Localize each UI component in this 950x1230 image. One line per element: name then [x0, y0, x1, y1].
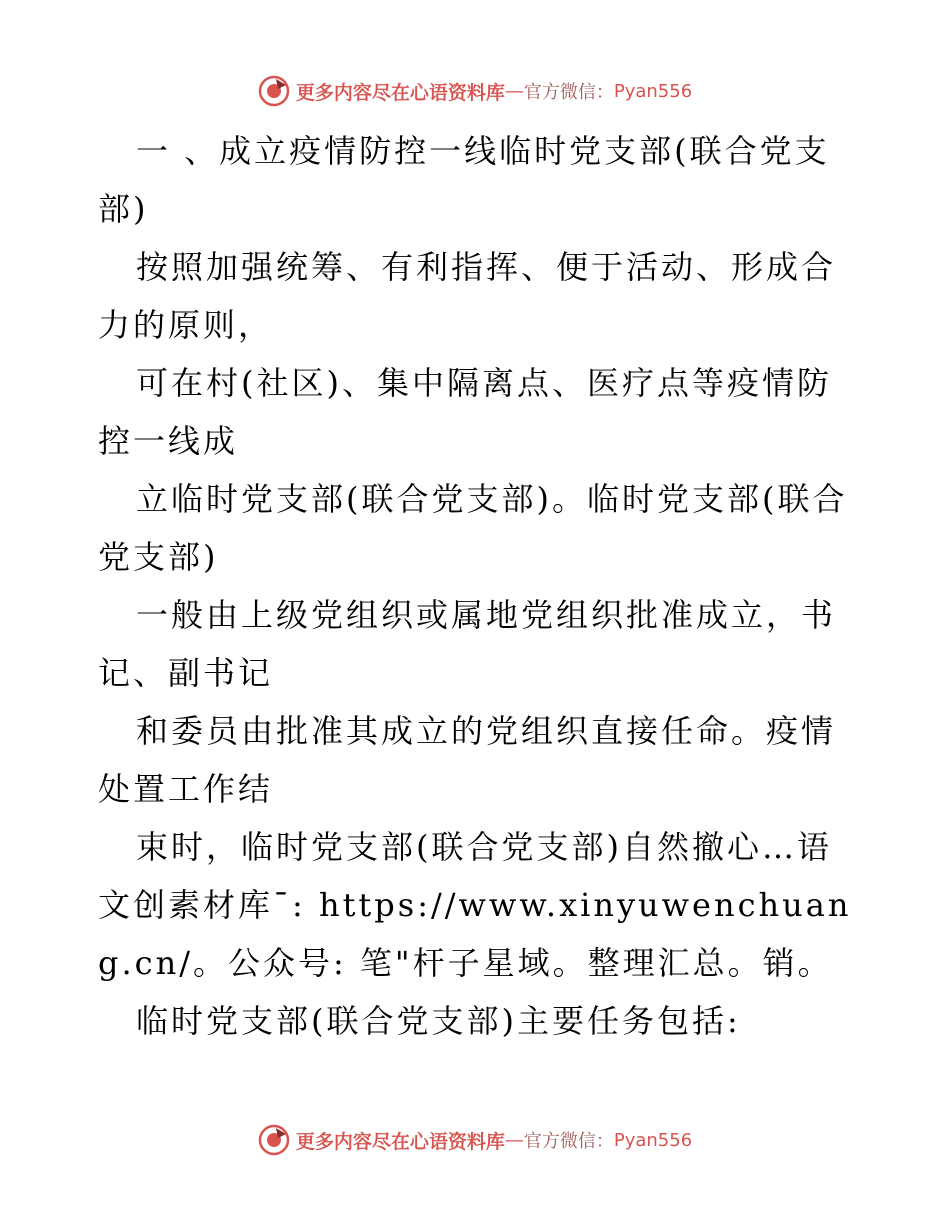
paragraph: 临时党支部(联合党支部)主要任务包括:: [136, 1002, 741, 1040]
paragraph: 和委员由批准其成立的党组织直接任命。疫情处置工作结: [98, 712, 837, 808]
logo-icon: [258, 1124, 290, 1156]
paragraph: 一 、成立疫情防控一线临时党支部(联合党支部): [98, 132, 830, 228]
watermark-separator: —: [504, 80, 524, 102]
paragraph: 束时，临时党支部(联合党支部)自然撤心…语文创素材库¯: https://www.xinyuwenchuang.cn/。公众号: 笔"杆子星域。整理汇总。销。: [98, 828, 852, 982]
header-watermark: [0, 71, 950, 111]
document-body: [98, 122, 858, 1050]
paragraph: 立临时党支部(联合党支部)。临时党支部(联合党支部): [98, 480, 848, 576]
paragraph: 一般由上级党组织或属地党组织批准成立，书记、副书记: [98, 596, 837, 692]
logo-icon: [258, 75, 290, 107]
paragraph: 可在村(社区)、集中隔离点、医疗点等疫情防控一线成: [98, 364, 832, 460]
footer-watermark: [0, 1120, 950, 1160]
watermark-suffix: 官方微信：: [523, 1131, 614, 1152]
paragraph: 按照加强统筹、有利指挥、便于活动、形成合力的原则，: [98, 248, 837, 344]
watermark-main-text: 更多内容尽在心语资料库: [295, 1130, 505, 1153]
watermark-separator: —: [504, 1129, 524, 1151]
watermark-main-text: 更多内容尽在心语资料库: [295, 81, 505, 104]
watermark-id: Pyan556: [613, 1129, 693, 1151]
watermark-suffix: 官方微信：: [523, 82, 614, 103]
watermark-id: Pyan556: [613, 80, 693, 102]
